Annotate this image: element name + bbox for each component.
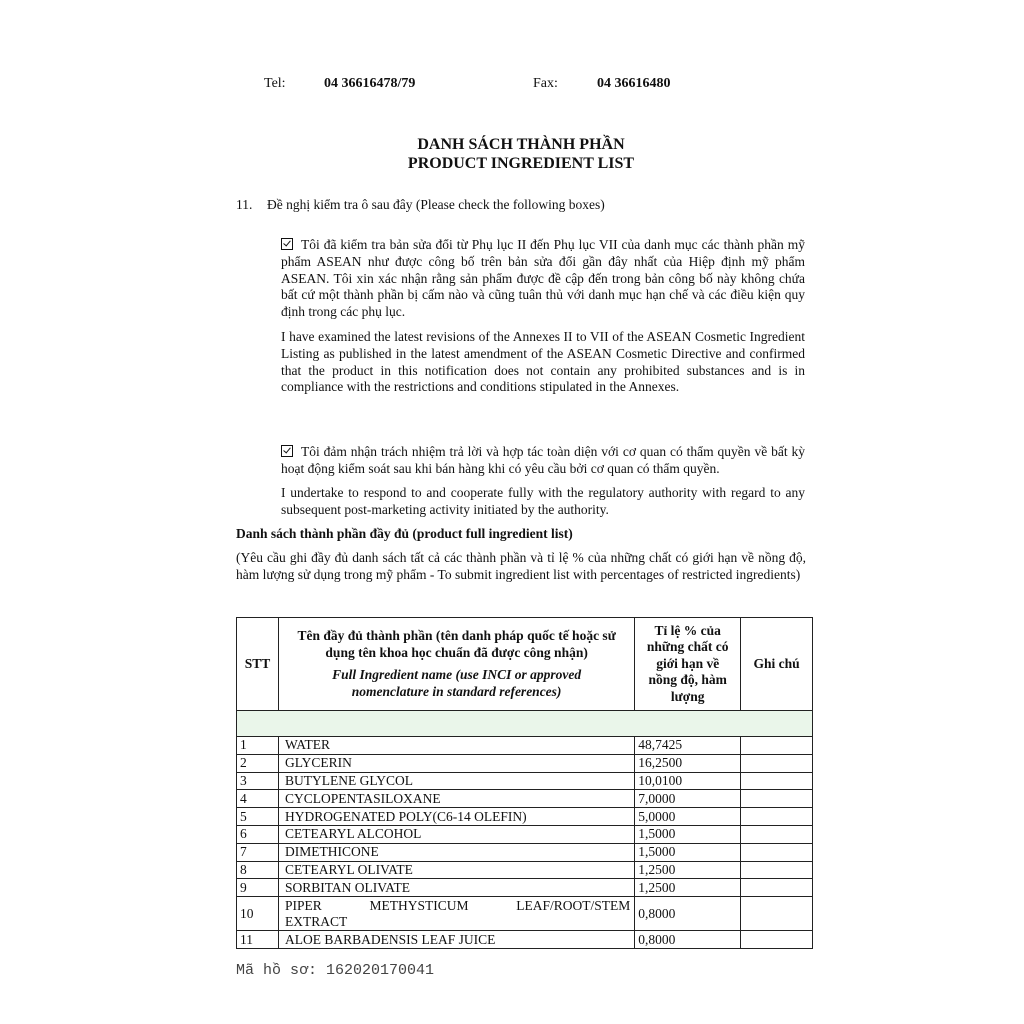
header-name-en: Full Ingredient name (use INCI or approved nomenclature in standard references)	[332, 667, 582, 699]
checked-box-icon[interactable]	[281, 238, 293, 250]
cell-stt: 10	[237, 897, 279, 931]
cell-percent: 0,8000	[635, 931, 741, 949]
cell-note	[741, 737, 813, 755]
cell-stt: 1	[237, 737, 279, 755]
cell-note	[741, 754, 813, 772]
cell-stt: 5	[237, 808, 279, 826]
cell-percent: 48,7425	[635, 737, 741, 755]
header-name-vn: Tên đầy đủ thành phần (tên danh pháp quốc tế hoặc sử dụng tên khoa học chuẩn đã được công nhận)	[297, 628, 616, 660]
cell-note	[741, 879, 813, 897]
cell-name: CYCLOPENTASILOXANE	[278, 790, 634, 808]
checkbox-1-text-vn: Tôi đã kiểm tra bản sửa đổi từ Phụ lục II đến Phụ lục VII của danh mục các thành phần mỹ phẩm ASEAN như được công bố trên bản sửa đổi gần đây nhất của Hiệp định mỹ phẩm ASEAN. Tôi xin xác nhận rằng sản phẩm được đề cập đến trong bản công bố này không chứa bất cứ một thành phần bị cấm nào và cũng tuân thủ với danh mục hạn chế và các điều kiện quy định trong các phụ lục.	[281, 237, 805, 320]
table-row	[237, 772, 813, 790]
cell-note	[741, 790, 813, 808]
cell-name: GLYCERIN	[278, 754, 634, 772]
cell-percent: 1,5000	[635, 825, 741, 843]
header-name	[278, 618, 634, 711]
fax-value: 04 36616480	[597, 76, 671, 91]
section-heading: Đề nghị kiểm tra ô sau đây (Please check the following boxes)	[267, 197, 605, 212]
cell-name: DIMETHICONE	[278, 843, 634, 861]
cell-stt: 9	[237, 879, 279, 897]
cell-stt: 7	[237, 843, 279, 861]
table-row	[237, 897, 813, 931]
title-en: PRODUCT INGREDIENT LIST	[407, 155, 635, 172]
cell-name: CETEARYL OLIVATE	[278, 861, 634, 879]
table-row	[237, 754, 813, 772]
header-note: Ghi chú	[741, 618, 813, 711]
table-row	[237, 861, 813, 879]
table-row	[237, 737, 813, 755]
cell-name: WATER	[278, 737, 634, 755]
cell-note	[741, 931, 813, 949]
checked-box-icon[interactable]	[281, 445, 293, 457]
fax-label: Fax:	[533, 76, 558, 91]
cell-name	[278, 897, 634, 931]
cell-name: SORBITAN OLIVATE	[278, 879, 634, 897]
full-list-heading: Danh sách thành phần đầy đủ (product full ingredient list)	[236, 526, 573, 541]
section-number: 11.	[236, 197, 253, 212]
cell-name: BUTYLENE GLYCOL	[278, 772, 634, 790]
table-row	[237, 808, 813, 826]
header-percent: Tỉ lệ % của những chất có giới hạn về nồng độ, hàm lượng	[635, 618, 741, 711]
table-row	[237, 825, 813, 843]
cell-name: HYDROGENATED POLY(C6-14 OLEFIN)	[278, 808, 634, 826]
checkbox-2-text-en: I undertake to respond to and cooperate fully with the regulatory authority with regard to any subsequent post-marketing activity initiated by the authority.	[281, 485, 805, 517]
cell-name-line2: EXTRACT	[284, 913, 348, 929]
cell-stt: 4	[237, 790, 279, 808]
cell-name: CETEARYL ALCOHOL	[278, 825, 634, 843]
cell-percent: 5,0000	[635, 808, 741, 826]
cell-note	[741, 897, 813, 931]
cell-note	[741, 772, 813, 790]
table-row	[237, 790, 813, 808]
checkbox-1-text-en: I have examined the latest revisions of the Annexes II to VII of the ASEAN Cosmetic Ingredient Listing as published in the latest amendment of the ASEAN Cosmetic Directive and confirmed that the product in this notification does not contain any prohibited substances and is in compliance with the restrictions and conditions stipulated in the Annexes.	[281, 329, 805, 395]
checkbox-2-text-vn: Tôi đảm nhận trách nhiệm trả lời và hợp tác toàn diện với cơ quan có thẩm quyền về bất kỳ hoạt động kiểm soát sau khi bán hàng khi có yêu cầu bởi cơ quan có thẩm quyền.	[281, 444, 805, 476]
cell-percent: 0,8000	[635, 897, 741, 931]
cell-note	[741, 825, 813, 843]
cell-stt: 2	[237, 754, 279, 772]
cell-percent: 1,2500	[635, 861, 741, 879]
tel-value: 04 36616478/79	[324, 76, 416, 91]
cell-stt: 6	[237, 825, 279, 843]
cell-percent: 1,2500	[635, 879, 741, 897]
full-list-note: (Yêu cầu ghi đầy đủ danh sách tất cả các thành phần và tỉ lệ % của những chất có giới hạn về nồng độ, hàm lượng sử dụng trong mỹ phẩm - To submit ingredient list with percentages of restricted ingredients)	[236, 550, 806, 582]
table-row	[237, 843, 813, 861]
ingredient-table	[236, 617, 813, 949]
cell-percent: 1,5000	[635, 843, 741, 861]
cell-stt: 11	[237, 931, 279, 949]
cell-percent: 7,0000	[635, 790, 741, 808]
cell-stt: 3	[237, 772, 279, 790]
cell-stt: 8	[237, 861, 279, 879]
table-header-row	[237, 618, 813, 711]
cell-percent: 10,0100	[635, 772, 741, 790]
cell-note	[741, 843, 813, 861]
checkbox-1-block	[281, 237, 805, 321]
checkbox-2-block	[281, 444, 805, 478]
table-row	[237, 931, 813, 949]
file-code: Mã hồ sơ: 162020170041	[236, 962, 435, 979]
header-stt: STT	[237, 618, 279, 711]
cell-note	[741, 861, 813, 879]
cell-name-line1: PIPER METHYSTICUM LEAF/ROOT/STEM	[284, 897, 631, 913]
table-spacer-row	[237, 711, 813, 737]
cell-percent: 16,2500	[635, 754, 741, 772]
cell-name: ALOE BARBADENSIS LEAF JUICE	[278, 931, 634, 949]
tel-label: Tel:	[264, 76, 286, 91]
table-row	[237, 879, 813, 897]
cell-note	[741, 808, 813, 826]
title-vn: DANH SÁCH THÀNH PHẦN	[417, 136, 625, 153]
